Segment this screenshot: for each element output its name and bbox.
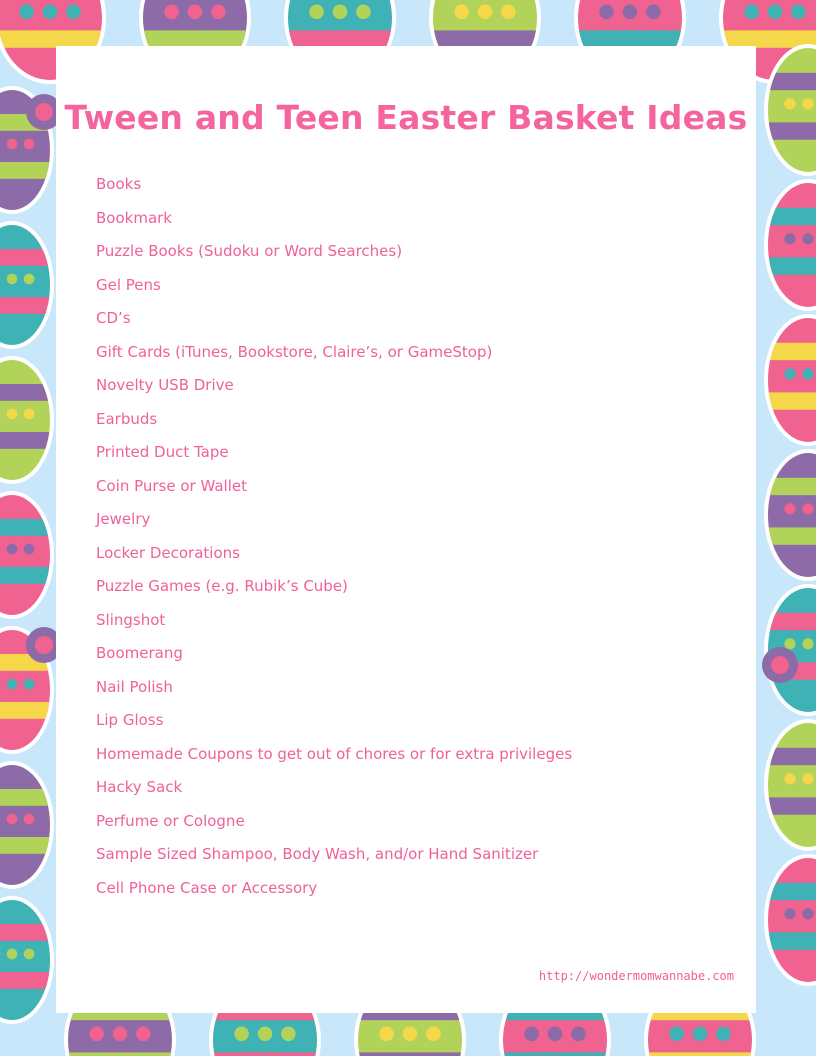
list-item: Nail Polish [96,677,173,696]
easter-egg-icon [764,179,816,311]
easter-egg-icon [0,491,54,619]
list-item: Homemade Coupons to get out of chores or for extra privileges [96,744,573,763]
easter-egg-icon [764,449,816,581]
list-item: Coin Purse or Wallet [96,476,247,495]
list-item: Boomerang [96,644,183,662]
easter-egg-icon [0,356,54,484]
list-item: Sample Sized Shampoo, Body Wash, and/or Hand Sanitizer [96,845,539,863]
list-item: CD’s [96,309,131,327]
list-item: Printed Duct Tape [96,443,229,461]
list-item: Cell Phone Case or Accessory [96,878,318,897]
easter-egg-icon [0,761,54,889]
list-item: Novelty USB Drive [96,376,234,394]
list-item: Puzzle Games (e.g. Rubik’s Cube) [96,577,348,595]
list-item: Gel Pens [96,275,161,294]
easter-egg-icon [0,896,54,1024]
list-item: Jewelry [96,510,151,528]
footer-url: http://wondermomwannabe.com [538,969,734,983]
list-item: Bookmark [96,208,172,227]
list-item: Slingshot [96,610,166,629]
easter-egg-icon [764,314,816,446]
document-sheet [56,46,756,1013]
list-item: Locker Decorations [96,543,240,562]
list-item: Earbuds [96,409,158,428]
list-item: Lip Gloss [96,711,164,729]
easter-egg-icon [764,719,816,851]
easter-egg-icon [764,854,816,986]
list-item: Books [96,175,142,193]
list-item: Perfume or Cologne [96,811,245,830]
list-item: Hacky Sack [96,778,183,796]
list-item: Puzzle Books (Sudoku or Word Searches) [96,242,403,260]
easter-egg-icon [0,221,54,349]
list-item: Gift Cards (iTunes, Bookstore, Claire’s, or GameStop) [96,342,493,361]
page-title: Tween and Teen Easter Basket Ideas [64,98,748,137]
idea-list [96,173,572,910]
